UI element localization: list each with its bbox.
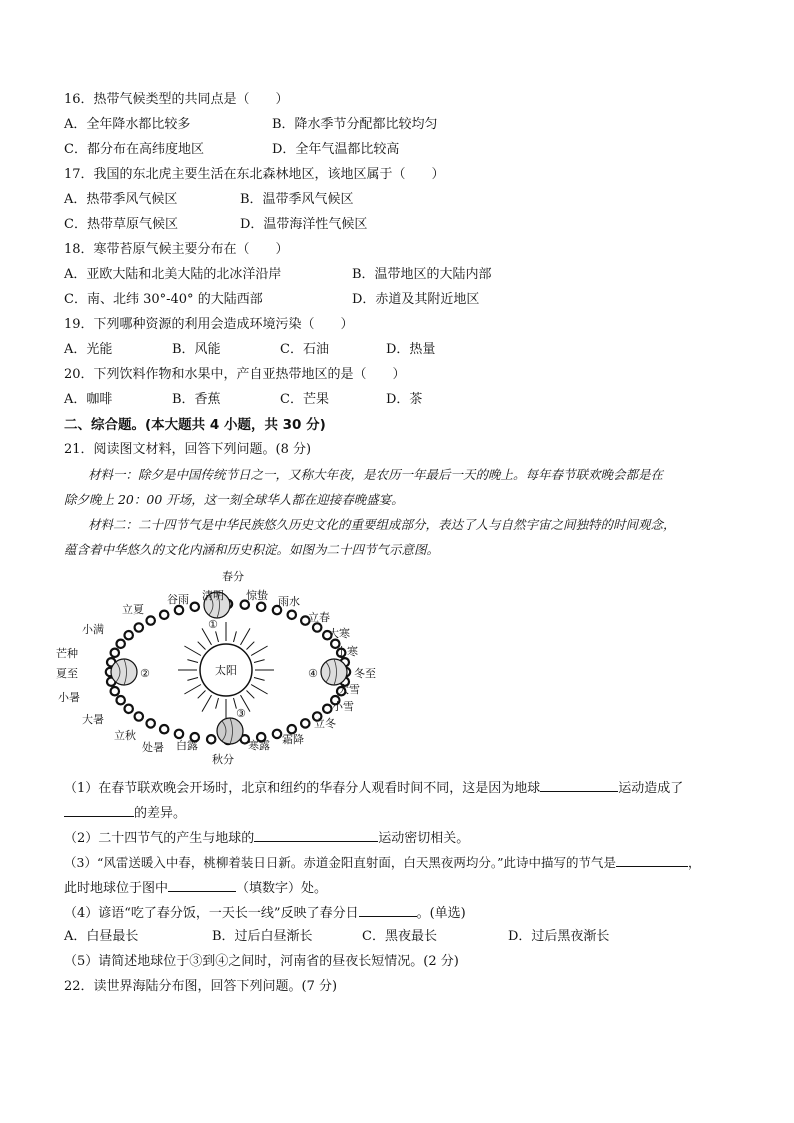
q21-part3-line1	[64, 853, 701, 872]
q18-option-c: C．南、北纬 30°-40° 的大陆西部	[64, 292, 263, 307]
q18-option-a: A．亚欧大陆和北美大陆的北冰洋沿岸	[64, 267, 282, 282]
term-dahan: 大寒	[328, 627, 350, 640]
orbit-bead	[125, 631, 133, 639]
earth-position-4	[321, 659, 347, 685]
q21-part4-option-d: D．过后黑夜渐长	[508, 929, 610, 944]
q20-stem: 20．下列饮料作物和水果中，产自亚热带地区的是（ ）	[64, 367, 406, 382]
q16-stem: 16．热带气候类型的共同点是（ ）	[64, 92, 289, 107]
term-yushui: 雨水	[278, 595, 300, 608]
orbit-bead	[288, 611, 296, 619]
q19-option-a: A．光能	[64, 342, 113, 357]
q17-option-b: B．温带季风气候区	[240, 192, 354, 207]
term-bailu: 白露	[176, 739, 198, 752]
q21-part1-line2	[64, 803, 186, 823]
term-lichun: 立春	[308, 611, 330, 624]
marker-4: ④	[308, 667, 318, 680]
q16-option-c: C．都分布在高纬度地区	[64, 142, 204, 157]
term-daxue: 大雪	[338, 683, 360, 696]
term-xiaohan: 小寒	[336, 645, 358, 658]
q21-stem: 21．阅读图文材料，回答下列问题。(8 分)	[64, 442, 312, 457]
q21-part2	[64, 828, 469, 848]
sun-ray	[251, 646, 268, 656]
orbit-bead	[117, 640, 125, 648]
orbit-bead	[160, 611, 168, 619]
answer-blank-4[interactable]	[616, 853, 688, 867]
orbit-bead	[313, 623, 321, 631]
orbit-bead	[147, 719, 155, 727]
q18-stem: 18．寒带苔原气候主要分布在（ ）	[64, 242, 289, 257]
q21-part1-line1	[64, 778, 683, 798]
sun-ray	[198, 691, 206, 699]
sun-ray	[241, 628, 251, 645]
term-guyu: 谷雨	[167, 593, 189, 606]
term-chushu: 处暑	[142, 741, 164, 754]
term-mangzhong: 芒种	[56, 647, 78, 660]
orbit-bead	[191, 603, 199, 611]
marker-3: ③	[236, 707, 246, 720]
orbit-bead	[111, 687, 119, 695]
term-xiaoman: 小满	[82, 623, 104, 636]
q21-part4	[64, 903, 466, 923]
answer-blank-1[interactable]	[540, 778, 618, 792]
q21-part4-text-b: 。(单选)	[416, 906, 466, 921]
section-heading: 二、综合题。(本大题共 4 小题，共 30 分)	[64, 417, 326, 433]
q21-part3-text-c: 此时地球位于图中	[64, 881, 169, 896]
marker-1: ①	[208, 618, 218, 631]
q21-part2-text-a: （2）二十四节气的产生与地球的	[64, 831, 255, 846]
term-xiaoshu: 小暑	[58, 691, 80, 704]
q21-part3-text-b: ，	[688, 855, 701, 870]
q19-stem: 19．下列哪种资源的利用会造成环境污染（ ）	[64, 317, 354, 332]
term-hanlu: 寒露	[248, 739, 270, 752]
sun-ray	[251, 685, 268, 695]
sun-ray	[216, 698, 219, 709]
earth-position-3	[217, 718, 243, 744]
q16-option-b: B．降水季节分配都比较均匀	[272, 117, 438, 132]
q21-part5: （5）请简述地球位于③到④之间时，河南省的昼夜长短情况。(2 分)	[64, 954, 459, 969]
sun-ray	[184, 646, 201, 656]
sun-ray	[216, 631, 219, 642]
q20-option-d: D．茶	[386, 392, 423, 407]
q21-part4-option-b: B．过后白昼渐长	[212, 929, 313, 944]
term-lixia: 立夏	[122, 603, 144, 616]
q16-option-a: A．全年降水都比较多	[64, 117, 191, 132]
term-xiaoxue: 小雪	[332, 700, 354, 713]
orbit-bead	[175, 730, 183, 738]
q18-option-b: B．温带地区的大陆内部	[352, 267, 492, 282]
q17-option-c: C．热带草原气候区	[64, 217, 178, 232]
sun-ray	[247, 642, 255, 650]
orbit-bead	[323, 705, 331, 713]
q22-stem: 22．读世界海陆分布图，回答下列问题。(7 分)	[64, 979, 338, 994]
q21-part4-option-c: C．黑夜最长	[362, 929, 437, 944]
term-chunfen: 春分	[222, 570, 244, 583]
q19-option-c: C．石油	[280, 342, 329, 357]
q21-part3-text-d: （填数字）处。	[236, 881, 328, 896]
earth-position-2	[111, 659, 137, 685]
term-dongzhi: 冬至	[354, 667, 376, 680]
q21-part3-text-a: （3）“风雷送暖入中春，桃柳着装日日新。赤道金阳直射面，白天黑夜两均分。”此诗中描写的节气是	[64, 855, 616, 870]
sun-ray	[187, 678, 198, 681]
orbit-bead	[147, 616, 155, 624]
q18-option-d: D．赤道及其附近地区	[352, 292, 480, 307]
sun-ray	[198, 642, 206, 650]
material-1-line-2: 除夕晚上 20：00 开场，这一刻全球华人都在迎接春晚盛宴。	[64, 492, 404, 507]
orbit-bead	[273, 730, 281, 738]
term-liqiu: 立秋	[114, 729, 136, 742]
q21-part1-text-c: 的差异。	[134, 806, 187, 821]
q21-part1-text-b: 运动造成了	[618, 781, 684, 796]
answer-blank-2[interactable]	[64, 803, 134, 817]
material-1-line-1: 材料一：除夕是中国传统节日之一，又称大年夜，是农历一年最后一天的晚上。每年春节联欢晚会都是在	[88, 467, 664, 482]
answer-blank-6[interactable]	[359, 903, 417, 917]
q16-option-d: D．全年气温都比较高	[272, 142, 400, 157]
material-2-line-1: 材料二：二十四节气是中华民族悠久历史文化的重要组成部分，表达了人与自然宇宙之间独特的时间观念，	[88, 517, 676, 532]
q21-part1-text-a: （1）在春节联欢晚会开场时，北京和纽约的华春分人观看时间不同，这是因为地球	[64, 781, 541, 796]
orbit-bead	[207, 735, 215, 743]
q21-part4-option-a: A．白昼最长	[64, 929, 139, 944]
q21-part2-text-b: 运动密切相关。	[378, 831, 470, 846]
term-qingming: 清明	[202, 589, 224, 602]
term-jingzhe: 惊蛰	[246, 589, 268, 602]
marker-2: ②	[140, 667, 150, 680]
sun-label: 太阳	[215, 664, 237, 677]
orbit-bead	[135, 712, 143, 720]
orbit-bead	[125, 705, 133, 713]
q17-option-a: A．热带季风气候区	[64, 192, 178, 207]
sun-ray	[254, 678, 265, 681]
sun-ray	[187, 660, 198, 663]
q17-stem: 17．我国的东北虎主要生活在东北森林地区，该地区属于（ ）	[64, 167, 445, 182]
q19-option-b: B．风能	[172, 342, 221, 357]
sun-ray	[234, 631, 237, 642]
material-2-line-2: 蕴含着中华悠久的文化内涵和历史积淀。如图为二十四节气示意图。	[64, 542, 440, 557]
q19-option-d: D．热量	[386, 342, 436, 357]
q17-option-d: D．温带海洋性气候区	[240, 217, 368, 232]
term-qiufen: 秋分	[212, 753, 234, 766]
q20-option-b: B．香蕉	[172, 392, 221, 407]
sun-ray	[247, 691, 255, 699]
q21-part3-line2	[64, 878, 327, 898]
term-xiazhi: 夏至	[56, 667, 78, 680]
answer-blank-5[interactable]	[168, 878, 236, 892]
sun-ray	[254, 660, 265, 663]
orbit-bead	[301, 719, 309, 727]
term-shuangjiang: 霜降	[282, 733, 304, 746]
term-dashu: 大暑	[82, 713, 104, 726]
sun	[178, 622, 274, 718]
orbit-bead	[175, 606, 183, 614]
term-lidong: 立冬	[314, 717, 336, 730]
orbit-bead	[160, 725, 168, 733]
solar-terms-diagram	[52, 565, 392, 775]
sun-ray	[184, 685, 201, 695]
answer-blank-3[interactable]	[254, 828, 378, 842]
q20-option-c: C．芒果	[280, 392, 329, 407]
orbit-bead	[135, 623, 143, 631]
orbit-bead	[117, 696, 125, 704]
sun-ray	[202, 695, 212, 712]
orbit-bead	[111, 649, 119, 657]
orbit-bead	[257, 603, 265, 611]
q20-option-a: A．咖啡	[64, 392, 113, 407]
q21-part4-text-a: （4）谚语“吃了春分饭，一天长一线”反映了春分日	[64, 906, 359, 921]
